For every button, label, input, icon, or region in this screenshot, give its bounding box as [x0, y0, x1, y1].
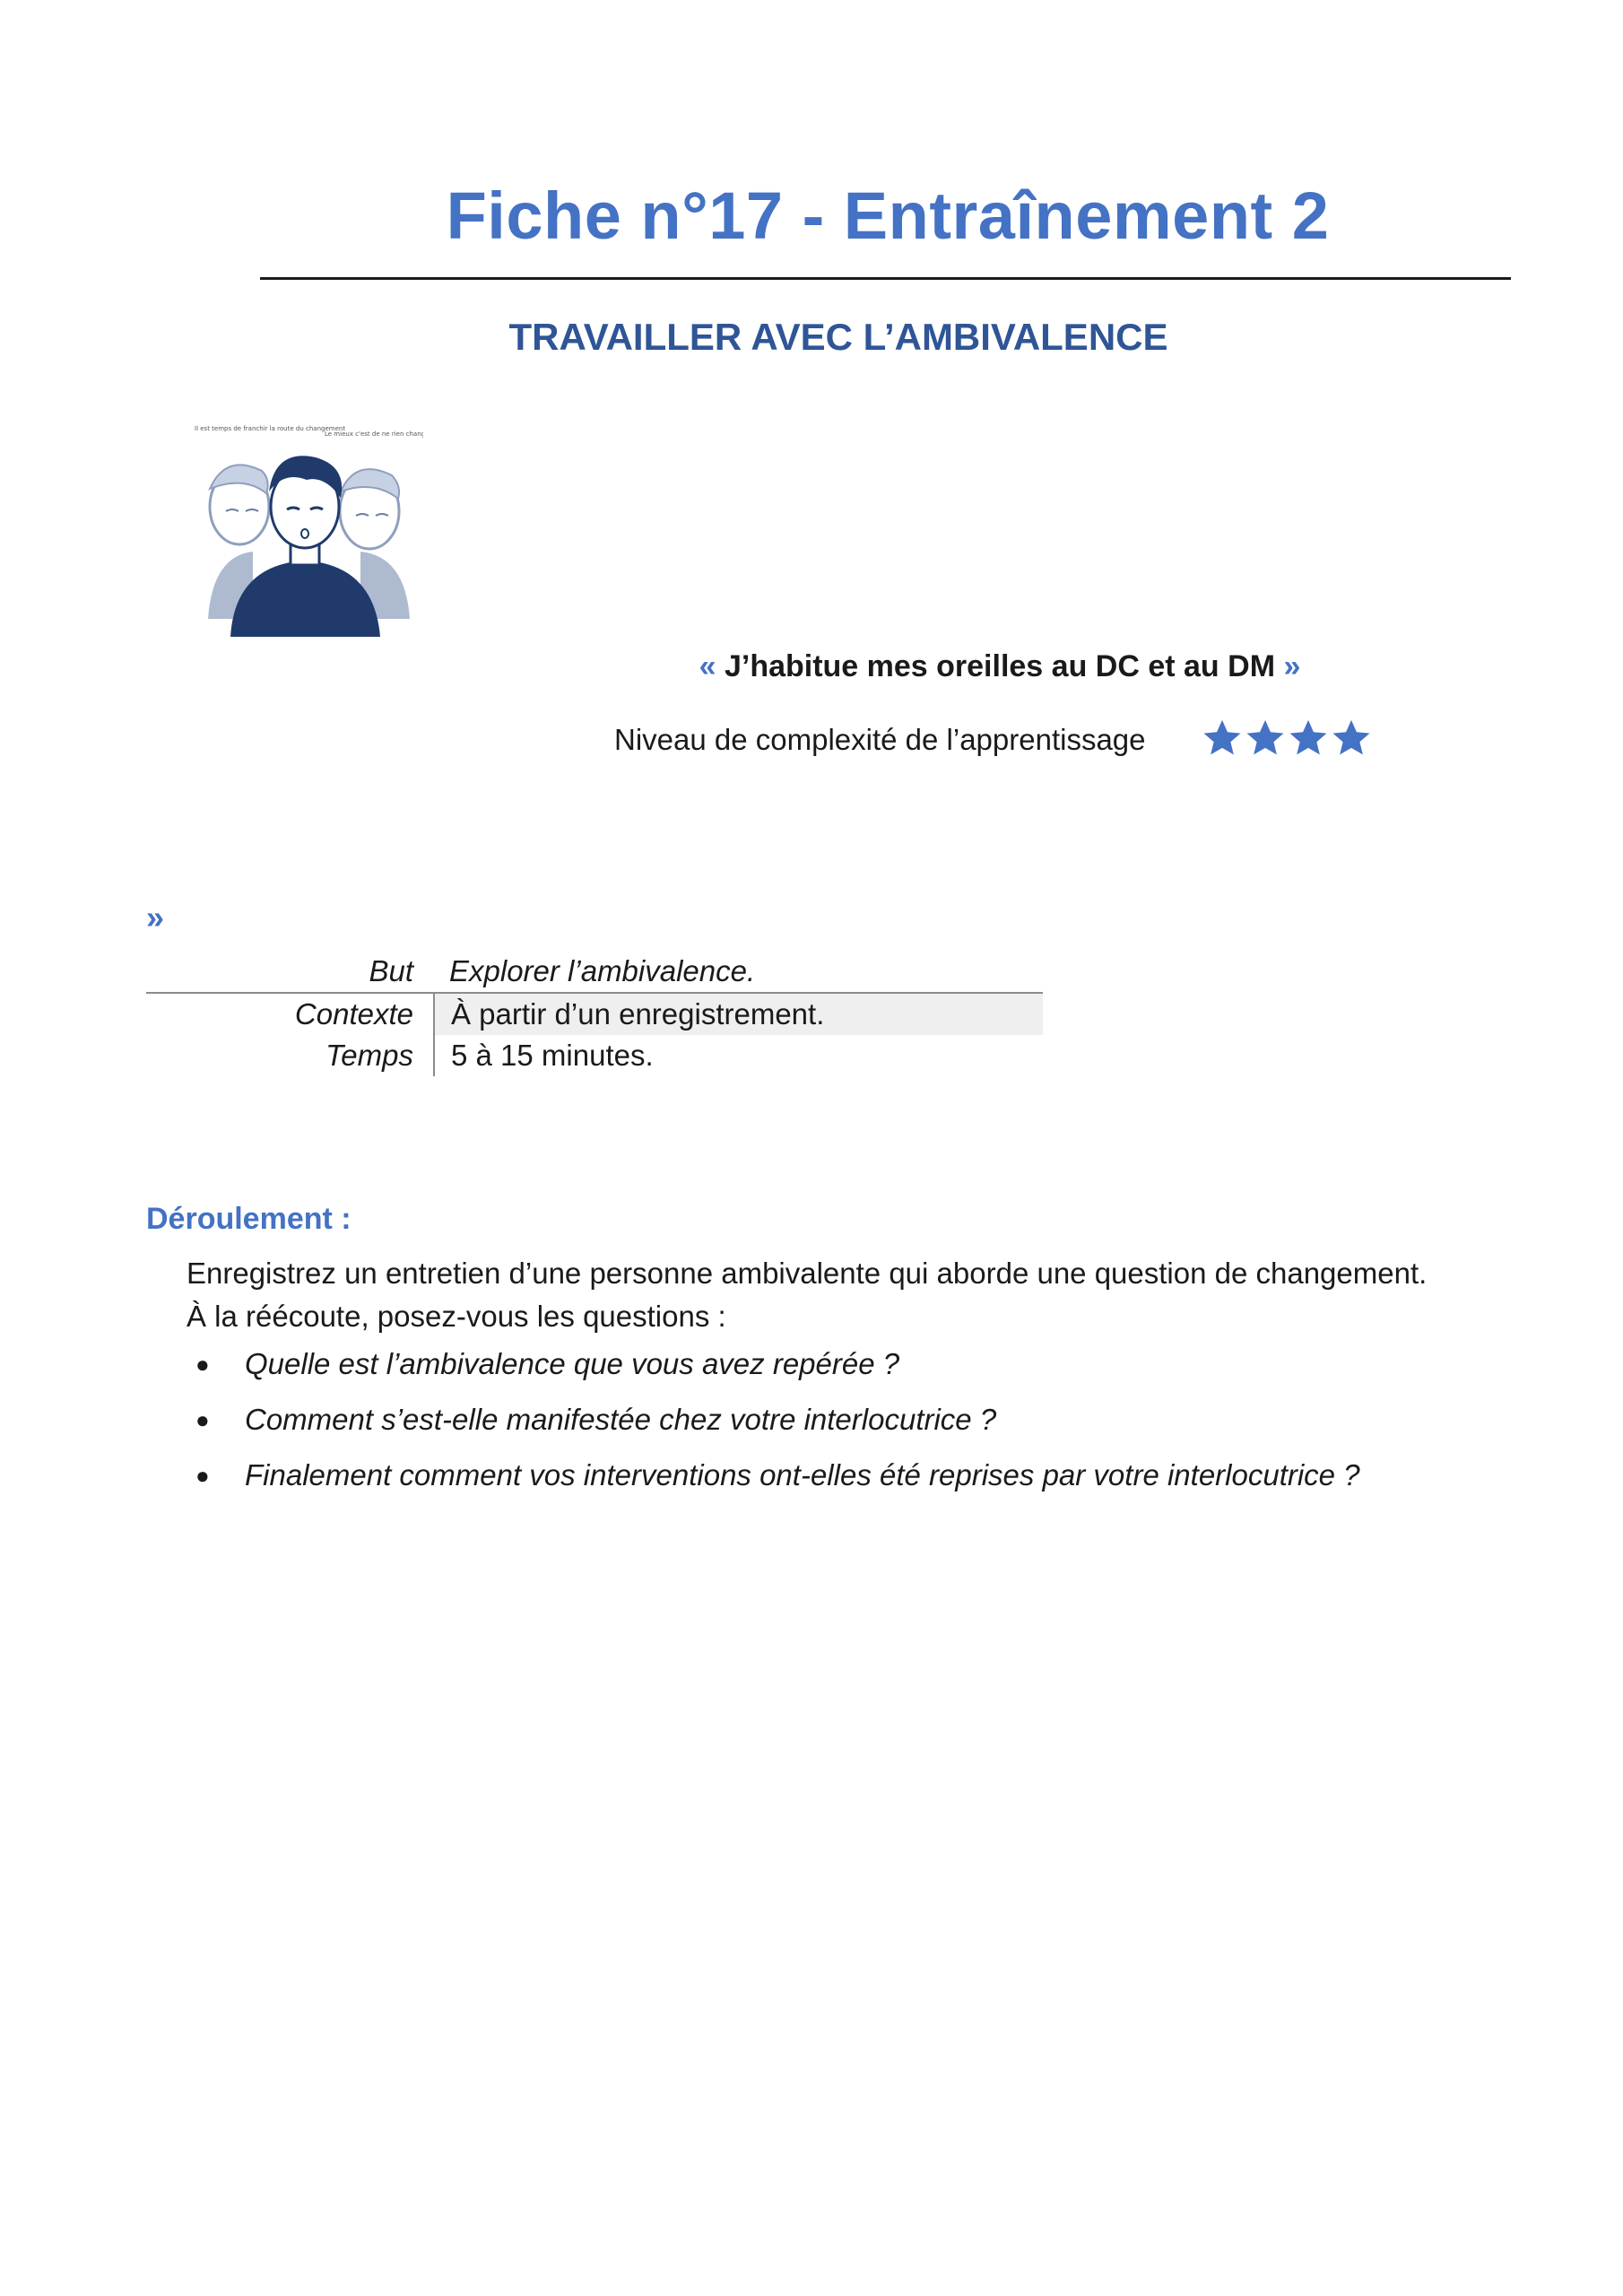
star-icon [1245, 718, 1286, 759]
question-text: Comment s’est-elle manifestée chez votre interlocutrice ? [245, 1403, 997, 1436]
list-item [187, 1392, 1532, 1448]
star-icon [1288, 718, 1329, 759]
illustration-caption-right: Le mieux c'est de ne rien changer [325, 430, 423, 438]
list-item [187, 1336, 1532, 1392]
exercise-quote [628, 649, 1372, 684]
instruction-line: Enregistrez un entretien d’une personne ambivalente qui aborde une question de changement. [187, 1257, 1428, 1290]
instructions [187, 1252, 1532, 1338]
info-key: Temps [325, 1039, 413, 1072]
info-table [146, 951, 1043, 1076]
bullet-icon: ● [195, 1461, 210, 1489]
title-divider [260, 277, 1511, 280]
info-row-but [146, 951, 1043, 994]
info-value: Explorer l’ambivalence. [449, 954, 756, 987]
section-heading-deroulement: Déroulement : [146, 1202, 352, 1236]
info-row-temps [146, 1035, 1043, 1076]
instruction-line: À la réécoute, posez-vous les questions : [187, 1300, 726, 1333]
section-marker: » [146, 899, 165, 935]
page-title: Fiche n°17 - Entraînement 2 [446, 178, 1330, 253]
quote-text: J’habitue mes oreilles au DC et au DM [716, 649, 1284, 683]
list-item [187, 1448, 1532, 1503]
quote-close-mark: » [1283, 649, 1301, 683]
ambivalence-illustration [190, 422, 423, 641]
illustration-caption-left: Il est temps de franchir la route du changement [195, 425, 346, 432]
question-text: Quelle est l’ambivalence que vous avez repérée ? [245, 1347, 900, 1380]
question-list [187, 1336, 1532, 1503]
bullet-icon: ● [195, 1405, 210, 1433]
quote-open-mark: « [699, 649, 716, 683]
complexity-rating [1202, 718, 1372, 759]
info-key: But [369, 954, 413, 987]
star-icon [1202, 718, 1243, 759]
page-subtitle: TRAVAILLER AVEC L’AMBIVALENCE [508, 316, 1168, 358]
star-icon [1331, 718, 1372, 759]
info-value: 5 à 15 minutes. [433, 1035, 1043, 1076]
info-value: À partir d’un enregistrement. [433, 994, 1043, 1035]
info-key: Contexte [294, 997, 413, 1031]
info-row-contexte [146, 994, 1043, 1035]
question-text: Finalement comment vos interventions ont-elles été reprises par votre interlocutrice ? [245, 1458, 1360, 1492]
complexity-label: Niveau de complexité de l’apprentissage [614, 723, 1146, 756]
bullet-icon: ● [195, 1350, 210, 1378]
